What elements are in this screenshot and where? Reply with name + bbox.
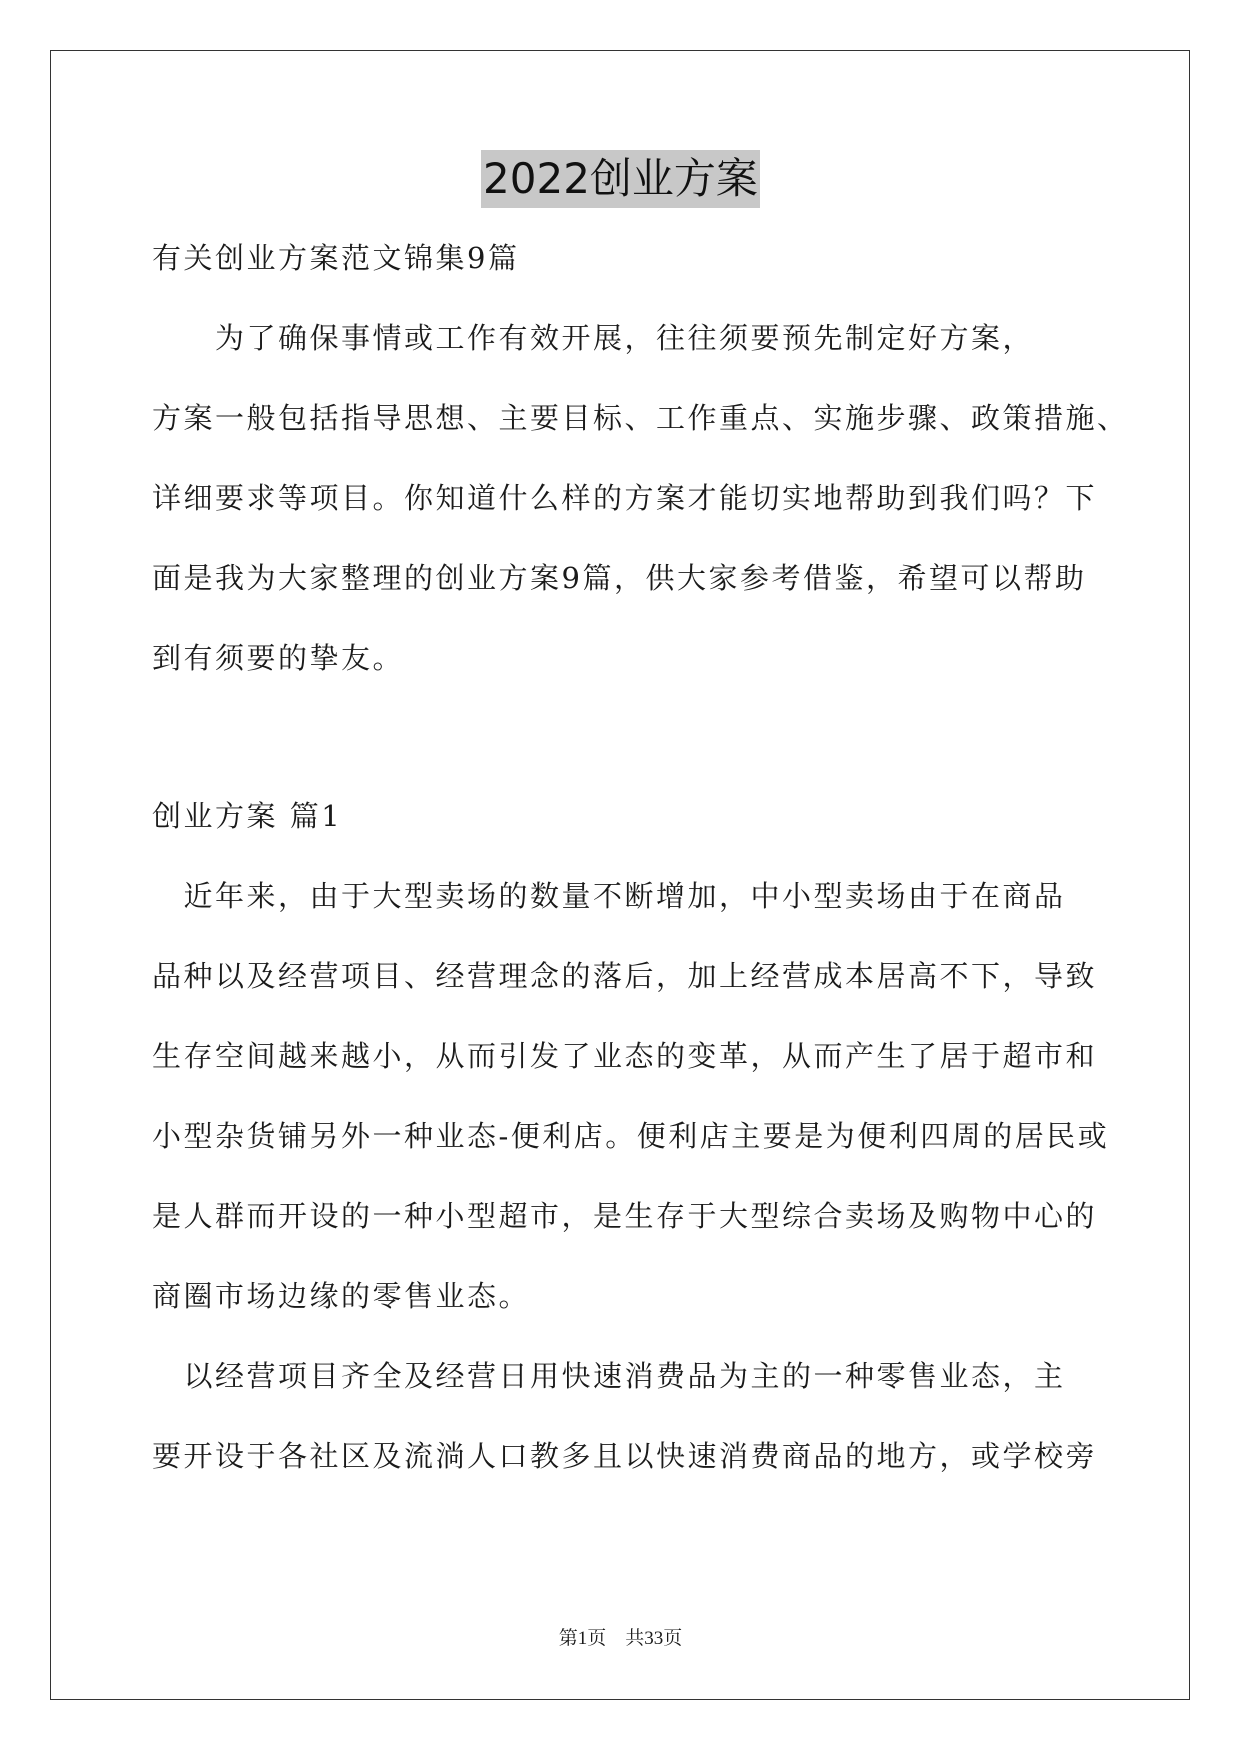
intro-line: 详细要求等项目。你知道什么样的方案才能切实地帮助到我们吗？下	[152, 481, 1098, 515]
intro-line: 方案一般包括指导思想、主要目标、工作重点、实施步骤、政策措施、	[152, 401, 1129, 435]
document-subtitle: 有关创业方案范文锦集9篇	[152, 241, 520, 275]
section-line: 以经营项目齐全及经营日用快速消费品为主的一种零售业态，主	[152, 1359, 1066, 1393]
footer-prefix: 第	[558, 1627, 578, 1649]
intro-line: 为了确保事情或工作有效开展，往往须要预先制定好方案，	[152, 321, 1035, 355]
intro-line: 面是我为大家整理的创业方案9篇，供大家参考借鉴，希望可以帮助	[152, 561, 1087, 595]
section-line: 小型杂货铺另外一种业态-便利店。便利店主要是为便利四周的居民或	[152, 1119, 1110, 1153]
section-line: 近年来，由于大型卖场的数量不断增加，中小型卖场由于在商品	[152, 879, 1066, 913]
footer-suffix: 页	[663, 1627, 683, 1649]
total-page-count: 33	[644, 1628, 664, 1649]
intro-line: 到有须要的挚友。	[152, 641, 405, 675]
section-line: 是人群而开设的一种小型超市，是生存于大型综合卖场及购物中心的	[152, 1199, 1098, 1233]
current-page-number: 1	[577, 1628, 588, 1649]
section-heading: 创业方案 篇1	[152, 799, 343, 833]
title-container	[0, 150, 1241, 208]
document-title[interactable]: 2022创业方案	[481, 150, 760, 208]
section-line: 生存空间越来越小，从而引发了业态的变革，从而产生了居于超市和	[152, 1039, 1098, 1073]
section-line: 品种以及经营项目、经营理念的落后，加上经营成本居高不下，导致	[152, 959, 1098, 993]
section-line: 要开设于各社区及流淌人口教多且以快速消费商品的地方，或学校旁	[152, 1439, 1098, 1473]
footer-mid: 页 共	[587, 1627, 645, 1649]
section-line: 商圈市场边缘的零售业态。	[152, 1279, 531, 1313]
page-footer	[0, 1625, 1241, 1652]
